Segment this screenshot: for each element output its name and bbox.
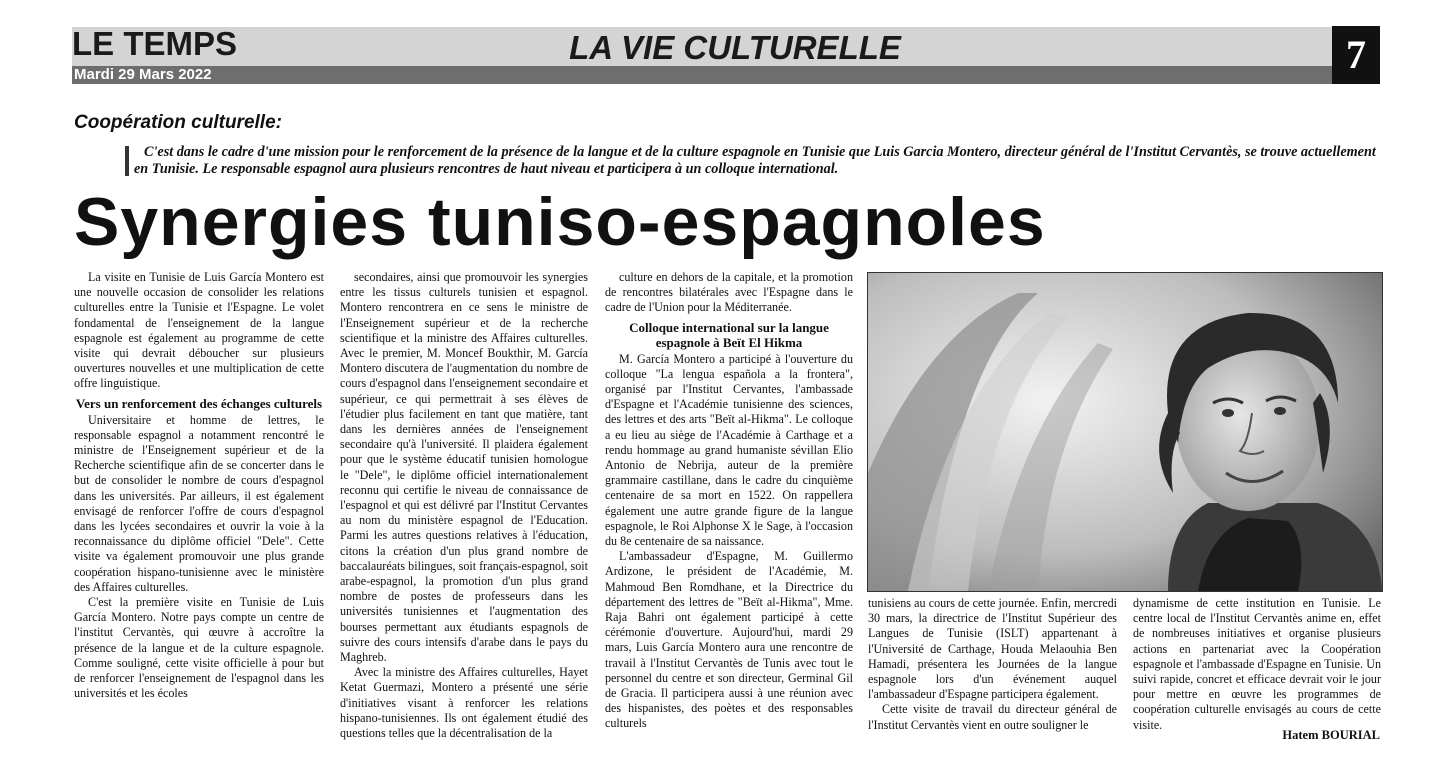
paragraph: Universitaire et homme de lettres, le responsable espagnol a notamment rencontré le ministre de l'Enseignement supérieur et de la Recherche scientifique afin de se concerter dans le but de consolider le nombre de cours d'espagnol dans les universités. Par ailleurs, il est également envisagé de renforcer l'offre de cours d'espagnol dans les lycées secondaires et ouvrir la voie à la reconnaissance du diplôme officiel "Dele". Cette visite va également promouvoir une plus grande coopération hispano-tunisienne avec le ministère des Affaires culturelles. <box>74 412 324 594</box>
article-column-2 <box>340 270 588 748</box>
subheading: Vers un renforcement des échanges culturels <box>75 395 323 411</box>
article-column-4 <box>868 596 1117 748</box>
paragraph: culture en dehors de la capitale, et la promotion de rencontres bilatérales avec l'Espagne dans le cadre de l'Union pour la Méditerranée. <box>605 270 853 315</box>
paragraph: secondaires, ainsi que promouvoir les synergies entre les tissus culturels tunisien et espagnol. Montero rencontrera en ce sens le ministre de l'Enseignement supérieur et de la recherche scientifique et la ministre des Affaires culturelles. Avec le premier, M. Moncef Boukthir, M. García Montero discutera de l'augmentation du nombre de cours d'espagnol dans l'enseignement secondaire et supérieur, ce qui permettrait à ses élèves de l'étudier plus facilement en tant que matière, tant dans les dernières années de l'enseignement secondaire qu'à l'université. Il plaidera également pour que le système éducatif tunisien homologue le "Dele", le diplôme officiel internationalement reconnu qui certifie le niveau de connaissance de l'espagnol et qui est délivré par l'Institut Cervantes au nom du ministère espagnol de l'Education. Parmi les autres questions relatives à l'éducation, citons la création d'un plus grand nombre de baccalauréats bilingues, soit français-espagnol, soit arabe-espagnol, la promotion d'un plus grand nombre de postes de professeurs dans les universités tunisiennes et l'augmentation des bourses permettant aux étudiants espagnols de suivre des cours intensifs d'arabe dans le pays du Maghreb. <box>340 270 588 665</box>
paragraph: Avec la ministre des Affaires culturelles, Hayet Ketat Guermazi, Montero a présenté une série d'initiatives visant à renforcer les relations hispano-tunisiennes. Ils ont également étudié des questions telles que la décentralisation de la <box>340 665 588 741</box>
page-number: 7 <box>1332 26 1380 84</box>
paragraph: La visite en Tunisie de Luis García Montero est une nouvelle occasion de consolider les relations culturelles entre la Tunisie et l'Espagne. Le volet fondamental de l'enseignement de la langue espagnole est également au programme de cette visite qui devrait déboucher sur plusieurs ouvertures nouvelles et une multiplication de cette offre linguistique. <box>74 270 324 391</box>
paragraph: Cette visite de travail du directeur général de l'Institut Cervantès vient en outre souligner le <box>868 702 1117 732</box>
paragraph: tunisiens au cours de cette journée. Enfin, mercredi 30 mars, la directrice de l'Institut Supérieur des Langues de Tunisie (ISLT) appartenant à l'Université de Carthage, Houda Melaouhia Ben Hamadi, présentera les Journées de la langue espagnole lors d'un événement auquel l'ambassadeur d'Espagne participera également. <box>868 596 1117 702</box>
paragraph: M. García Montero a participé à l'ouverture du colloque "La lengua española a la frontera", organisé par l'Institut Cervantes, l'ambassade d'Espagne et l'Académie tunisienne des sciences, des lettres et des arts "Beït al-Hikma". Le colloque a eu lieu au siège de l'Académie à Carthage et a rendu hommage au grand humaniste sévillan Elio Antonio de Nebrija, auteur de la première grammaire castillane, dans le cadre du cinquième centenaire de sa mort en 1522. On rappellera également une autre grande figure de la langue espagnole, le Roi Alphonse X le Sage, à l'occasion du 8e centenaire de sa naissance. <box>605 351 853 549</box>
article-headline: Synergies tuniso-espagnoles <box>74 184 1046 260</box>
paragraph: dynamisme de cette institution en Tunisie. Le centre local de l'Institut Cervantès anime en, effet de nombreuses initiatives et organise plusieurs actions en partenariat avec la Coopération espagnole et l'ambassade d'Espagne en Tunisie. Un suivi rapide, concret et efficace devrait voir le jour pour mettre en œuvre les programmes de coopération culturelle envisagés au cours de cette visite. <box>1133 596 1381 732</box>
issue-date: Mardi 29 Mars 2022 <box>74 66 212 83</box>
article-column-5 <box>1133 596 1381 748</box>
article-chapeau: C'est dans le cadre d'une mission pour le renforcement de la présence de la langue et de la culture espagnole en Tunisie que Luis Garcia Montero, directeur général de l'Institut Cervantès, se trouve actuellement en Tunisie. Le responsable espagnol aura plusieurs rencontres de haut niveau et participera à un colloque international. <box>134 144 1376 177</box>
section-title: LA VIE CULTURELLE <box>569 29 901 66</box>
article-rubric: Coopération culturelle: <box>74 112 282 133</box>
date-strip <box>72 66 1332 84</box>
chapeau-bar <box>125 146 129 176</box>
newspaper-logo: LE TEMPS <box>72 25 238 62</box>
subheading: Colloque international sur la langue espagnole à Beït El Hikma <box>629 319 829 350</box>
article-column-3 <box>605 270 853 748</box>
article-column-1 <box>74 270 324 748</box>
paragraph: C'est la première visite en Tunisie de Luis García Montero. Notre pays compte un centre de l'institut Cervantès, qui œuvre à accroître la présence de la langue et de la culture espagnole. Comme souligné, cette visite officielle à pour but de renforcer l'enseignement de l'espagnol dans les universités et les écoles <box>74 595 324 701</box>
paragraph: L'ambassadeur d'Espagne, M. Guillermo Ardizone, le président de l'Académie, M. Mahmoud Ben Romdhane, et la Directrice du département des lettres de "Beït al-Hikma", Mme. Raja Bahri ont également participé à cette cérémonie d'ouverture. Aujourd'hui, mardi 29 mars, Luis García Montero aura une rencontre de travail à l'Institut Cervantès de Tunis avec tout le personnel du centre et son directeur, Germinal Gil de Gracia. Il participera aussi à une réunion avec des hispanistes, des poètes et des responsables culturels <box>605 549 853 731</box>
author-signature: Hatem BOURIAL <box>1282 728 1380 742</box>
portrait-illustration <box>868 273 1382 591</box>
portrait-photo <box>867 272 1383 592</box>
